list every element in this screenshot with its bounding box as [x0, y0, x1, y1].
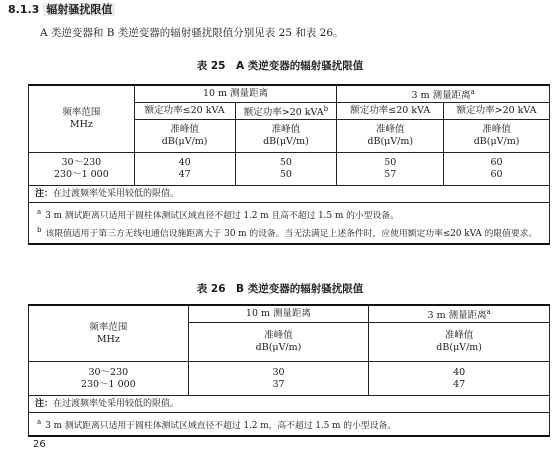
table25-qp-label: 准峰值: [375, 124, 405, 136]
intro-paragraph: A 类逆变器和 B 类逆变器的辐射骚扰限值分别见表 25 和表 26。: [40, 27, 344, 39]
table26-freq-unit: MHz: [96, 333, 120, 345]
table26-freq-cell: [29, 362, 189, 396]
table25-qp-cell-3: [337, 120, 444, 153]
table25-qp-label: 准峰值: [271, 124, 301, 136]
table25-power-low-2: 额定功率≤20 kVA: [337, 103, 444, 120]
section-title: 辐射骚扰限值: [43, 3, 115, 16]
table26-qp-label: 准峰值: [444, 330, 474, 342]
table25-col3: [337, 153, 444, 186]
table25-col4: [444, 153, 550, 186]
table25-power-high-1-cell: [235, 103, 337, 120]
table25-col1: [134, 153, 235, 186]
table25-dist10: 10 m 测量距离: [134, 85, 337, 103]
table25-value: 50: [279, 169, 292, 181]
table25-row-freq: 230～1 000: [53, 169, 109, 181]
footnote-text: 3 m 测试距离只适用于圆柱体测试区域直径不超过 1.2 m 且高不超过 1.5 m 的小型设备。: [45, 211, 399, 222]
table25-value: 50: [279, 157, 292, 169]
table26-unit: dB(μV/m): [436, 342, 483, 354]
table25-power-high-2: 额定功率>20 kVA: [444, 103, 550, 120]
table25-col2: [235, 153, 337, 186]
table25-qp-cell-1: [134, 120, 235, 153]
table25-freq-unit: MHz: [69, 119, 93, 131]
table26-caption: 表 26 B 类逆变器的辐射骚扰限值: [196, 283, 364, 295]
table25-freq-header: 频率范围: [62, 107, 101, 119]
table26-note-text: 在过渡频率处采用较低的限值。: [53, 399, 180, 410]
table26-dist3-mark: a: [486, 308, 491, 316]
table26-qp-cell-1: [188, 323, 369, 362]
table25-note-label: 注：: [35, 189, 54, 200]
table26: [28, 304, 550, 437]
table25-unit: dB(μV/m): [367, 136, 414, 148]
table26-row-freq: 230～1 000: [80, 378, 136, 390]
table25-dist3: 3 m 测量距离: [411, 90, 471, 102]
table26-value: 47: [453, 378, 466, 390]
table26-note: [29, 396, 550, 413]
table25-freq-header-cell: [29, 85, 135, 153]
table25-row-freq: 30～230: [61, 157, 102, 169]
table26-footnotes: [29, 413, 550, 436]
table25-unit: dB(μV/m): [161, 136, 208, 148]
table26-dist3: 3 m 测量距离: [427, 310, 487, 322]
footnote-mark: a: [37, 208, 42, 217]
table26-row-freq: 30～230: [88, 366, 129, 378]
table25-note: [29, 186, 550, 203]
footnote-text: 该限值适用于第三方无线电通信设施距离大于 30 m 的设备。当无法满足上述条件时，应使用额定功率≤20 kVA 的限值要求。: [45, 229, 538, 240]
section-number: 8.1.3: [8, 3, 40, 16]
table25-power-low-1: 额定功率≤20 kVA: [134, 103, 235, 120]
table26-unit: dB(μV/m): [255, 342, 302, 354]
table26-freq-header: 频率范围: [89, 321, 128, 333]
table25-qp-label: 准峰值: [482, 124, 511, 136]
page-number: 26: [33, 439, 46, 450]
table25-unit: dB(μV/m): [263, 136, 309, 148]
table26-note-label: 注：: [35, 399, 54, 410]
footnote-mark: a: [37, 418, 42, 427]
table26-qp-cell-2: [369, 323, 550, 362]
table25-power-high-mark: b: [323, 105, 329, 114]
table25-qp-cell-4: [444, 120, 550, 153]
table25-value: 40: [178, 157, 191, 169]
table26-dist10: 10 m 测量距离: [188, 305, 369, 323]
table25-value: 57: [384, 169, 397, 181]
table25-qp-label: 准峰值: [170, 124, 199, 136]
table25-unit: dB(μV/m): [473, 136, 520, 148]
table26-value: 30: [272, 366, 285, 378]
table26-footnote-a: [37, 415, 545, 433]
table25-value: 50: [384, 157, 397, 169]
table25-footnote-a: [37, 205, 545, 223]
table26-dist3-cell: [369, 305, 550, 323]
table25: [28, 84, 550, 245]
table25-dist3-mark: a: [470, 88, 475, 96]
table25-freq-cell: [29, 153, 135, 186]
table25-footnote-b: [37, 223, 545, 241]
table26-col1: [188, 362, 369, 396]
table26-value: 40: [453, 366, 466, 378]
table25-power-high-1: 额定功率>20 kVA: [243, 107, 324, 119]
table25-qp-cell-2: [235, 120, 337, 153]
table25-value: 60: [490, 169, 503, 181]
table25-footnotes: [29, 203, 550, 244]
section-heading: [8, 1, 115, 17]
table26-qp-label: 准峰值: [264, 330, 293, 342]
table25-caption: 表 25 A 类逆变器的辐射骚扰限值: [196, 60, 364, 72]
table25-value: 47: [178, 169, 191, 181]
footnote-text: 3 m 测试距离只适用于圆柱体测试区域直径不超过 1.2 m，高不超过 1.5 m 的小型设备。: [45, 421, 397, 432]
table26-freq-header-cell: [29, 305, 189, 362]
footnote-mark: b: [37, 226, 42, 235]
table25-value: 60: [490, 157, 503, 169]
table26-col2: [369, 362, 550, 396]
table25-dist3-cell: [337, 85, 550, 103]
table25-note-text: 在过渡频率处采用较低的限值。: [53, 189, 180, 200]
table26-value: 37: [272, 378, 285, 390]
